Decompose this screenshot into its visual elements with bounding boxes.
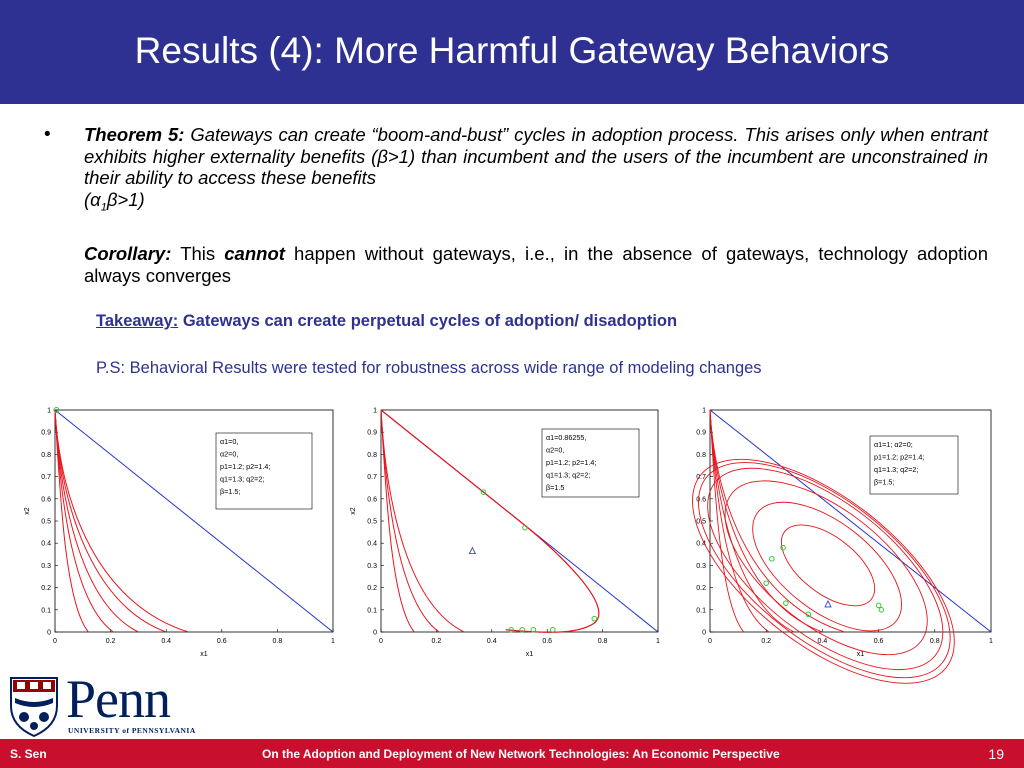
x-tick-label: 0.6: [216, 638, 227, 645]
x-tick-label: 0.2: [431, 638, 442, 645]
y-tick-label: 0: [702, 629, 706, 637]
takeaway: [96, 312, 677, 331]
phase-plot-2: [346, 403, 666, 663]
y-tick-label: 0.3: [41, 562, 51, 570]
legend-entry: β=1.5;: [874, 477, 895, 487]
slide-title: Results (4): More Harmful Gateway Behaviors: [134, 30, 890, 71]
x-tick-label: 0.8: [929, 638, 940, 645]
y-tick-label: 0.3: [696, 562, 706, 570]
theorem-line-2: arises only when entrant exhibits higher externality benefits (β>1) than incumbent and: [84, 124, 989, 167]
y-tick-label: 0.2: [367, 585, 377, 593]
y-tick-label: 0.8: [696, 451, 706, 459]
y-tick-label: 0.7: [367, 474, 377, 482]
footer-bar: [0, 739, 1024, 768]
phase-plot-1: [18, 403, 338, 663]
phase-plot-3-svg: [676, 403, 1006, 658]
x-axis-label: x1: [856, 651, 865, 658]
x-tick-label: 0: [708, 638, 712, 645]
y-axis-label: x2: [350, 507, 357, 515]
x-tick-label: 0.2: [761, 638, 772, 645]
y-tick-label: 0.1: [367, 607, 377, 615]
y-tick-label: 0.4: [696, 540, 706, 548]
theorem-line-3: the users of the incumbent are unconstrained in their ability to access these benefits: [84, 145, 989, 188]
y-tick-label: 0.4: [41, 540, 51, 548]
y-tick-label: 0.7: [696, 474, 706, 482]
y-tick-label: 1: [47, 407, 51, 415]
theorem-line-1: Gateways can create “boom-and-bust” cycles in adoption process. This: [190, 124, 780, 145]
ps-note: P.S: Behavioral Results were tested for robustness across wide range of modeling changes: [96, 359, 762, 377]
legend-entry: β=1.5: [546, 483, 565, 492]
x-tick-label: 0.6: [542, 638, 553, 645]
x-tick-label: 0.4: [817, 638, 828, 645]
x-tick-label: 1: [331, 638, 335, 645]
penn-subtitle: UNIVERSITY of PENNSYLVANIA: [68, 726, 196, 735]
y-tick-label: 0.9: [367, 429, 377, 437]
y-tick-label: 0.1: [696, 607, 706, 615]
y-tick-label: 1: [702, 407, 706, 415]
phase-plot-3: [676, 403, 1006, 663]
y-tick-label: 0.8: [41, 451, 51, 459]
y-tick-label: 0.2: [41, 585, 51, 593]
legend-entry: α1=0.86255,: [546, 433, 587, 442]
theorem-text: [84, 124, 988, 219]
y-tick-label: 0.1: [41, 607, 51, 615]
phase-plot-1-svg: [18, 403, 338, 658]
penn-logo: [8, 669, 198, 738]
y-tick-label: 0: [373, 629, 377, 637]
y-tick-label: 0.3: [367, 562, 377, 570]
takeaway-label: Takeaway:: [96, 312, 179, 330]
y-tick-label: 0.7: [41, 474, 51, 482]
y-tick-label: 0.6: [696, 496, 706, 504]
bullet-dot: •: [44, 124, 51, 145]
y-tick-label: 0.5: [696, 518, 706, 526]
x-tick-label: 1: [656, 638, 660, 645]
title-bar: [0, 0, 1024, 104]
x-tick-label: 0.8: [597, 638, 608, 645]
y-tick-label: 0: [47, 629, 51, 637]
footer-title: On the Adoption and Deployment of New Network Technologies: An Economic Perspective: [262, 747, 780, 761]
corollary-line-1: happen without gateways, i.e., in the absence of gateways,: [294, 243, 810, 264]
corollary-emphasis: cannot: [224, 243, 285, 264]
corollary-pre: This: [180, 243, 216, 264]
legend-entry: β=1.5;: [220, 487, 241, 496]
legend-entry: p1=1.2; p2=1.4;: [874, 452, 925, 462]
x-tick-label: 0.4: [161, 638, 172, 645]
corollary-text: [84, 243, 988, 287]
footer-page-number: 19: [988, 746, 1004, 762]
y-tick-label: 0.4: [367, 540, 377, 548]
x-tick-label: 0: [379, 638, 383, 645]
phase-plot-2-svg: [346, 403, 666, 658]
legend-entry: p1=1.2; p2=1.4;: [546, 458, 597, 467]
legend-entry: α1=1; α2=0;: [874, 440, 913, 449]
y-tick-label: 0.8: [367, 451, 377, 459]
y-axis-label: x2: [24, 507, 31, 515]
x-tick-label: 0: [53, 638, 57, 645]
y-tick-label: 0.9: [41, 429, 51, 437]
corollary-label: Corollary:: [84, 243, 172, 264]
legend-entry: q1=1.3; q2=2;: [220, 474, 265, 484]
y-tick-label: 0.9: [696, 429, 706, 437]
penn-wordmark: Penn: [66, 669, 170, 729]
legend-entry: α2=0,: [546, 445, 565, 455]
legend-entry: q1=1.3; q2=2;: [546, 470, 591, 480]
y-tick-label: 0.5: [41, 518, 51, 526]
y-tick-label: 1: [373, 407, 377, 415]
theorem-line-4-pre: (α: [84, 188, 101, 210]
legend-entry: α2=0,: [220, 449, 239, 459]
legend-entry: q1=1.3; q2=2;: [874, 465, 919, 474]
x-tick-label: 0.2: [105, 638, 116, 645]
legend-entry: α1=0,: [220, 437, 239, 446]
theorem-line-4-sub: 1: [100, 201, 107, 214]
x-axis-label: x1: [525, 651, 534, 658]
y-tick-label: 0.6: [41, 496, 51, 504]
theorem-line-4-post: β>1): [106, 188, 145, 210]
footer-author: S. Sen: [10, 747, 47, 761]
corollary-line-2: technology adoption always converges: [84, 243, 988, 286]
takeaway-text: Gateways can create perpetual cycles of adoption/ disadoption: [182, 312, 678, 330]
x-tick-label: 0.8: [272, 638, 283, 645]
x-tick-label: 0.4: [486, 638, 497, 645]
legend-entry: p1=1.2; p2=1.4;: [220, 462, 271, 471]
y-tick-label: 0.5: [367, 518, 377, 526]
y-tick-label: 0.6: [367, 496, 377, 504]
x-axis-label: x1: [200, 651, 208, 658]
x-tick-label: 1: [989, 638, 993, 645]
x-tick-label: 0.6: [873, 638, 884, 645]
theorem-label: Theorem 5:: [84, 124, 185, 145]
y-tick-label: 0.2: [696, 585, 706, 593]
